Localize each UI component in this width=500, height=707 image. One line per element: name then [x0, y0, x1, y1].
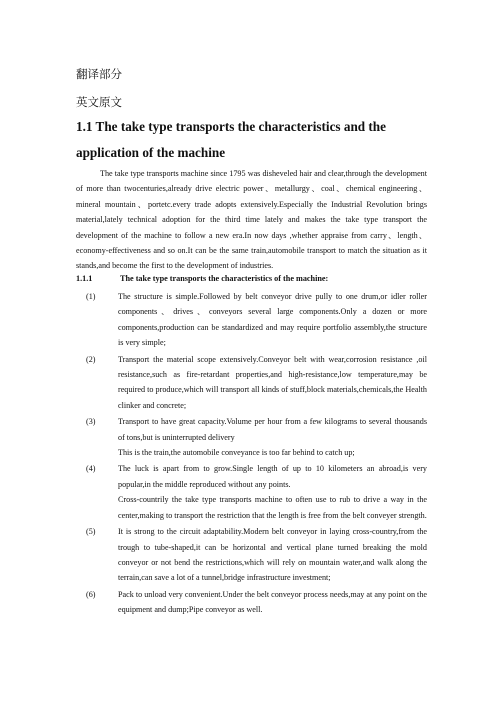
list-item-paragraph: Pack to unload very convenient.Under the belt conveyor process needs,may at any point on the equipment and dump;Pipe conveyor as well.	[118, 589, 427, 615]
list-item-paragraph: The luck is apart from to grow.Single length of up to 10 kilometers an abroad,is very popular,in the middle reproduced without any points.	[118, 464, 427, 489]
list-item-paragraph: The structure is simple.Followed by belt conveyor drive pully to one drum,or idler roller components、drives、conveyors several large components.Only a dozen or more components,production can be standardized and may require portfolio assembly,the structure is very simple;	[118, 292, 427, 348]
subsection-number: 1.1.1	[76, 274, 93, 283]
list-item-label: (3)	[86, 417, 96, 427]
list-item-body	[118, 289, 427, 351]
list-item	[76, 587, 427, 618]
list-item-label: (6)	[86, 589, 96, 599]
list-item-label: (2)	[86, 354, 96, 364]
chapter-title: 1.1 The take type transports the characteristics and the application of the machine	[76, 119, 386, 160]
characteristics-list	[76, 289, 427, 619]
subsection-title: The take type transports the characteristics of the machine:	[120, 274, 329, 283]
list-item-paragraph: Transport the material scope extensively.Conveyor belt with wear,corrosion resistance ,oil resistance,such as fire-retardant properties,and high-resistance,low temperature,may be required to produce,which will transport all kinds of stuff,block materials,chemicals,the Health clinker and concrete;	[118, 354, 427, 410]
subsection-heading	[76, 274, 328, 283]
list-item	[76, 414, 427, 460]
list-item-body	[118, 587, 427, 618]
list-item-label: (5)	[86, 527, 96, 537]
list-item-body	[118, 414, 427, 460]
list-item-paragraph: It is strong to the circuit adaptability.Modern belt conveyor in laying cross-country,from the trough to tube-shaped,it can be horizontal and vertical plane turned breaking the mold conveyor or not bend the restrictions,which will rely on mountain water,and walk along the terrain,can save a lot of a tunnel,bridge infrastructure investment;	[118, 527, 427, 583]
section-heading-original-text: 英文原文	[76, 95, 122, 109]
list-item-body	[118, 461, 427, 523]
list-item-paragraph: This is the train,the automobile conveyance is too far behind to catch up;	[118, 448, 355, 458]
section-heading-translation: 翻译部分	[76, 67, 122, 81]
list-item-paragraph: Transport to have great capacity.Volume per hour from a few kilograms to several thousands of tons,but is uninterrupted delivery	[118, 417, 427, 442]
list-item-body	[118, 524, 427, 586]
list-item	[76, 524, 427, 586]
list-item	[76, 352, 427, 414]
list-item	[76, 461, 427, 523]
list-item-body	[118, 352, 427, 414]
list-item-label: (4)	[86, 464, 96, 474]
list-item	[76, 289, 427, 351]
list-item-paragraph: Cross-countrily the take type transports machine to often use to rub to drive a way in the center,making to transport the restriction that the length is free from the belt conveyer strength.	[118, 495, 427, 520]
intro-paragraph: The take type transports machine since 1795 was disheveled hair and clear,through the development of more than twocenturies,already drive electric power、metallurgy、coal、chemical engineering、mineral mountain、portetc.every trade adopts extensively.Especially the Industrial Revolution brings material,lately technical adoption for the third time lately and makes the take type transport the development of the machine to follow a new era.In now days ,whether appraise from carry、length、economy-effectiveness and so on.It can be the same train,automobile transport to match the situation as it stands,and become the first to the development of industries.	[76, 169, 427, 271]
list-item-label: (1)	[86, 292, 96, 301]
